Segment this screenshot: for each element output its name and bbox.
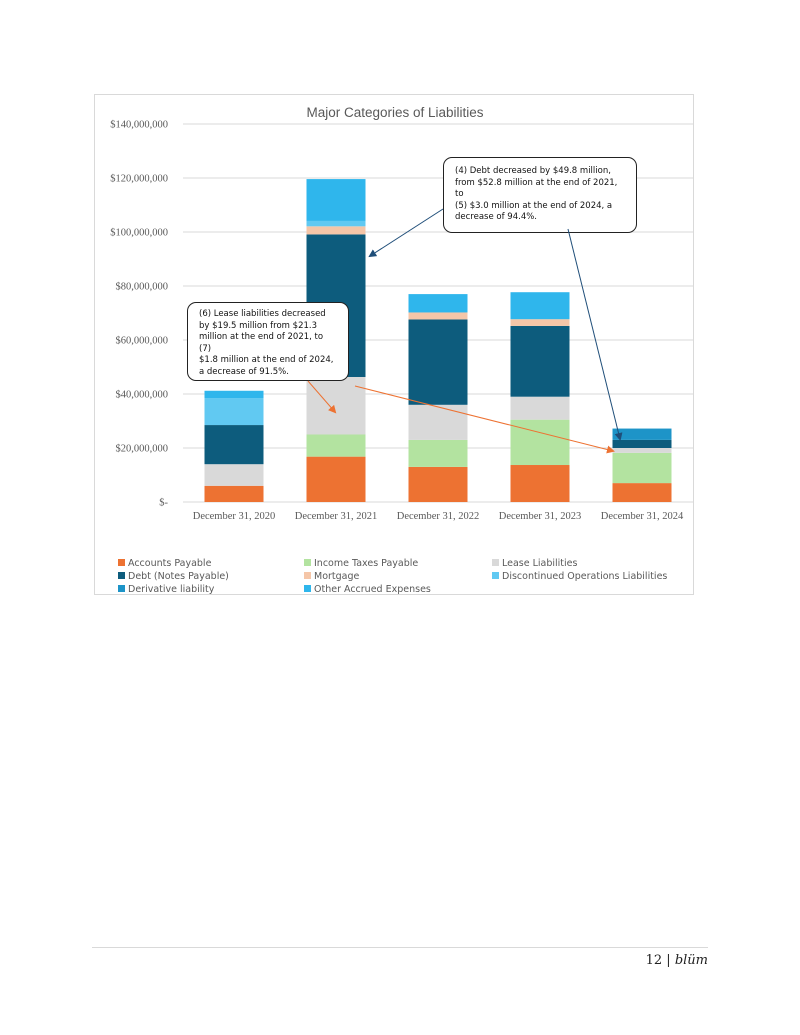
bar-segment [511,420,570,465]
legend-swatch [304,572,311,579]
bar-segment [409,467,468,502]
chart-title: Major Categories of Liabilities [306,105,484,120]
bar-segment [307,377,366,435]
y-tick-label: $20,000,000 [115,443,168,455]
legend-item [492,558,577,569]
callout-lease [187,302,349,381]
callout-debt-line: (5) $3.0 million at the end of 2024, a [455,200,613,211]
legend-swatch [118,585,125,592]
y-tick-label: $140,000,000 [110,119,168,131]
legend-swatch [118,572,125,579]
callout-debt-line: (4) Debt decreased by $49.8 million, [455,166,611,176]
bar-segment [409,312,468,319]
y-tick-label: $60,000,000 [115,335,168,347]
bar-segment [307,435,366,457]
bar-segment [307,179,366,221]
bar-segment [409,405,468,440]
legend-swatch [304,585,311,592]
legend-label: Derivative liability [128,584,215,595]
x-tick-label: December 31, 2023 [498,511,582,522]
page-footer [646,953,708,968]
legend-label: Accounts Payable [128,558,212,569]
x-axis [193,511,684,522]
bar-segment [613,429,672,440]
y-tick-label: $80,000,000 [115,281,168,293]
x-tick-label: December 31, 2021 [294,511,378,522]
callout-lease-line: million at the end of 2021, to (7) [199,332,324,354]
bar-segment [307,226,366,234]
bar-segment [511,319,570,326]
bar-segment [205,391,264,398]
x-tick-label: December 31, 2024 [600,511,684,522]
y-axis [110,120,168,509]
bar-segment [511,397,570,420]
legend-swatch [492,572,499,579]
bar-segment [613,483,672,502]
footer-divider [92,947,708,948]
bar-segment [205,398,264,425]
bar-segment [205,464,264,486]
callout-debt-line: decrease of 94.4%. [455,212,538,222]
bar-segment [511,326,570,397]
bar-segment [511,465,570,502]
bar-segment [205,425,264,464]
y-tick-label: $40,000,000 [115,389,168,401]
y-tick-label: $- [159,497,168,509]
page-number: 12 | [645,953,675,968]
callout-debt [443,157,637,233]
bar-segment [409,440,468,467]
callout-lease-line: by $19.5 million from $21.3 [199,320,317,331]
bar-segment [409,319,468,404]
callout-debt-line: from $52.8 million at the end of 2021, to [455,177,618,199]
callout-lease-line: (6) Lease liabilities decreased [199,309,326,319]
bar-segment [613,453,672,483]
bar-segment [307,221,366,226]
legend-label: Mortgage [314,571,360,582]
x-tick-label: December 31, 2020 [192,511,276,522]
legend-item [304,571,359,582]
bar-segment [511,292,570,319]
legend-swatch [118,559,125,566]
callout-lease-line: a decrease of 91.5%. [199,366,289,377]
y-tick-label: $100,000,000 [110,227,168,239]
chart-frame [94,94,694,595]
bar-segment [409,294,468,312]
legend-label: Discontinued Operations Liabilities [502,571,668,582]
brand-logo-text: blüm [674,953,708,968]
legend-swatch [304,559,311,566]
legend-item [304,584,431,595]
legend-item [492,571,667,582]
legend-item [118,584,214,595]
bar-segment [613,448,672,453]
legend-label: Income Taxes Payable [314,558,419,569]
legend-item [304,558,418,569]
legend-label: Debt (Notes Payable) [128,571,229,582]
bar-segment [307,457,366,502]
y-tick-label: $120,000,000 [110,173,168,185]
bar-segment [613,440,672,448]
legend-swatch [492,559,499,566]
legend-label: Lease Liabilities [502,558,578,569]
legend-item [118,571,229,582]
callout-lease-line: $1.8 million at the end of 2024, [199,355,334,365]
x-tick-label: December 31, 2022 [396,511,480,522]
legend-label: Other Accrued Expenses [314,584,431,595]
bar-segment [205,486,264,502]
legend-item [118,558,211,569]
